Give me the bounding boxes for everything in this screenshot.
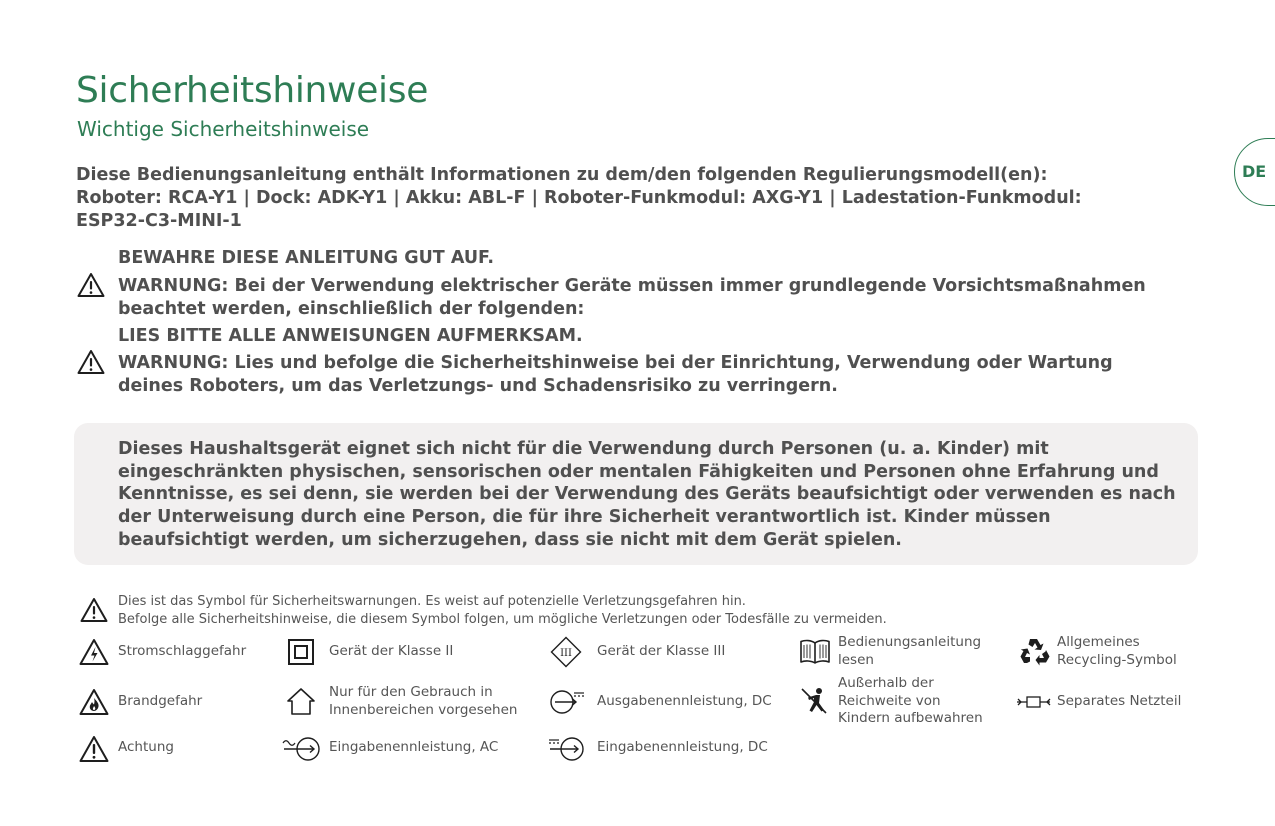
keep-manual-notice: BEWAHRE DIESE ANLEITUNG GUT AUF. [118, 248, 495, 268]
electric-shock-warning-icon [78, 637, 110, 667]
legend-label-line: Nur für den Gebrauch in [329, 684, 493, 700]
recycling-icon [1019, 636, 1051, 666]
page-title: Sicherheitshinweise [76, 70, 429, 111]
warning-triangle-icon [77, 272, 105, 298]
supervision-notice-text: Dieses Haushaltsgerät eignet sich nicht für die Verwendung durch Personen (u. a. Kinder) mit eingeschränkten physischen, sensorischen oder mentalen Fähigkeiten und Personen ohne Erfahrung und Kenntnisse, es sei denn, sie werden bei der Verwendung des Geräts beaufsichtigt oder verwenden es nach der Unterweisung durch eine Person, die für ihre Sicherheit verantwortlich ist. Kinder müssen beaufsichtigt werden, um sicherzugehen, dass sie nicht mit dem Gerät spielen. [118, 439, 1176, 550]
legend-label-two-line [838, 634, 981, 669]
legend-label-line: lesen [838, 651, 874, 668]
legend-label-two-line [1057, 634, 1177, 669]
legend-label: Stromschlaggefahr [118, 643, 247, 659]
separate-power-supply-icon [1016, 692, 1048, 722]
manual-book-icon [799, 638, 831, 668]
legend-label: Brandgefahr [118, 693, 203, 709]
legend-label: Eingabenennleistung, AC [329, 739, 499, 755]
legend-label-three-line [838, 675, 983, 728]
keep-away-from-children-icon [799, 686, 831, 716]
legend-label-line: Innenbereichen vorgesehen [329, 701, 518, 718]
dc-output-icon [547, 687, 579, 717]
warning-triangle-icon [77, 349, 105, 375]
fire-warning-icon [78, 687, 110, 717]
indoor-use-house-icon [285, 686, 317, 716]
legend-label-line: Bedienungsanleitung [838, 634, 982, 650]
dc-input-icon [548, 734, 580, 764]
legend-label: Achtung [118, 739, 174, 755]
svg-text:III: III [560, 648, 572, 659]
legend-label-line: Außerhalb der [838, 675, 934, 691]
safety-symbol-explanation-line-1: Dies ist das Symbol für Sicherheitswarnungen. Es weist auf potenzielle Verletzungsgefahren hin. [118, 594, 746, 609]
safety-alert-symbol-icon [80, 597, 108, 623]
intro-line-1: Diese Bedienungsanleitung enthält Informationen zu dem/den folgenden Regulierungsmodell(en): [76, 165, 1048, 185]
safety-symbol-explanation [118, 593, 1018, 629]
legend-label: Separates Netzteil [1057, 693, 1182, 709]
legend-label: Gerät der Klasse III [597, 643, 726, 659]
class-ii-device-icon [286, 637, 318, 667]
legend-label-line: Kindern aufbewahren [838, 710, 983, 726]
legend-label-line: Recycling-Symbol [1057, 651, 1177, 668]
safety-symbol-explanation-line-2: Befolge alle Sicherheitshinweise, die diesem Symbol folgen, um mögliche Verletzungen oder Todesfälle zu vermeiden. [118, 612, 887, 627]
page-subtitle: Wichtige Sicherheitshinweise [77, 117, 370, 141]
regulatory-models-intro [76, 164, 1156, 233]
legend-label: Gerät der Klasse II [329, 643, 454, 659]
class-iii-device-icon [550, 636, 582, 666]
legend-label: Ausgabenennleistung, DC [597, 693, 772, 709]
caution-warning-icon [78, 734, 110, 764]
warning-safety-instructions: WARNUNG: Lies und befolge die Sicherheitshinweise bei der Einrichtung, Verwendung oder Wartung deines Roboters, um das Verletzungs- und Schadensrisiko zu verringern. [118, 353, 1113, 396]
read-all-instructions-notice: LIES BITTE ALLE ANWEISUNGEN AUFMERKSAM. [118, 326, 583, 346]
warning-basic-precautions: WARNUNG: Bei der Verwendung elektrischer Geräte müssen immer grundlegende Vorsichtsmaßnahmen beachtet werden, einschließlich der folgenden: [118, 276, 1146, 319]
supervision-notice-box [74, 423, 1198, 565]
legend-label-line: Reichweite von [838, 692, 941, 709]
ac-input-icon [282, 734, 314, 764]
legend-label-two-line [329, 684, 517, 719]
language-tab[interactable]: DE [1234, 138, 1275, 206]
legend-label-line: Allgemeines [1057, 634, 1140, 650]
legend-label: Eingabenennleistung, DC [597, 739, 768, 755]
intro-models-line: Roboter: RCA-Y1 | Dock: ADK-Y1 | Akku: ABL-F | Roboter-Funkmodul: AXG-Y1 | Ladestation-Funkmodul: ESP32-C3-MINI-1 [76, 188, 1082, 231]
